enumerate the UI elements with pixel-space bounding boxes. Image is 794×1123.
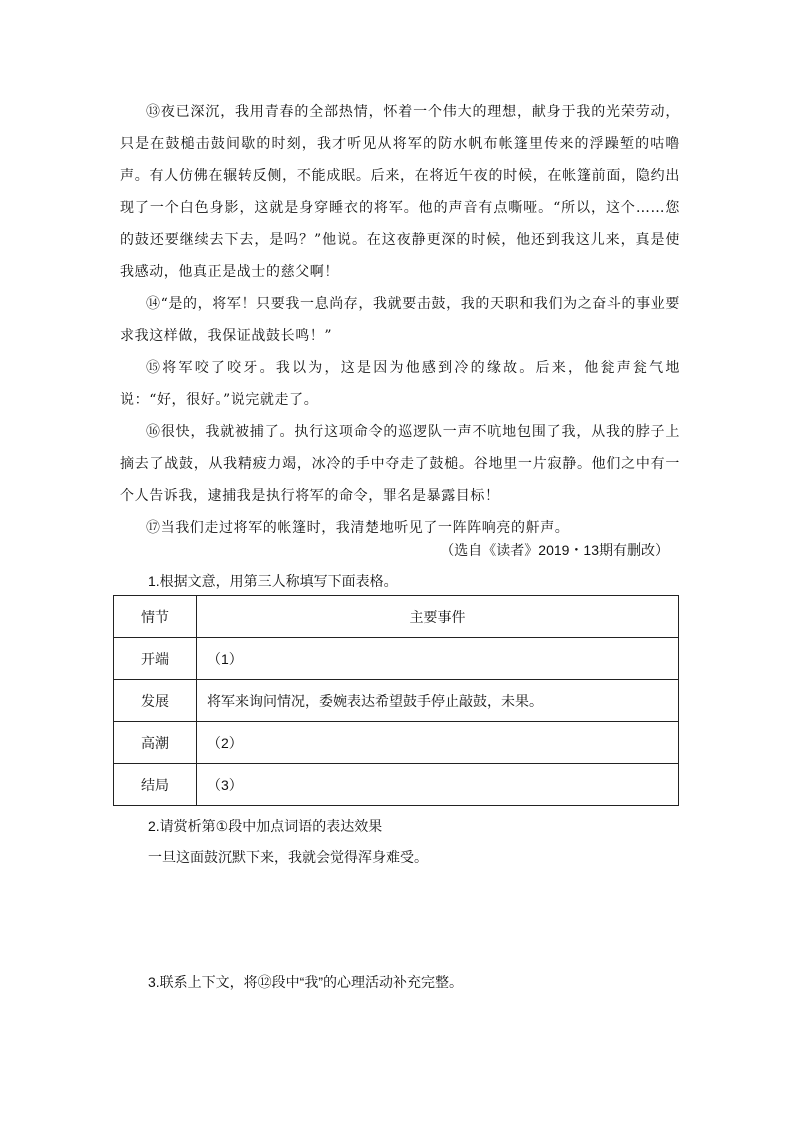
table-cell-stage: 高潮 — [114, 722, 197, 764]
paragraph-13: ⑬夜已深沉，我用青春的全部热情，怀着一个伟大的理想，献身于我的光荣劳动，只是在鼓槌击鼓间歇的时刻，我才听见从将军的防水帆布帐篷里传来的浮躁堑的咕噜声。有人仿佛在辗转反侧，不能成眠。后来，在将近午夜的时候，在帐篷前面，隐约出现了一个白色身影，这就是身穿睡衣的将军。他的声音有点嘶哑。“所以，这个……您的鼓还要继续去下去，是吗？”他说。在这夜静更深的时候，他还到我这儿来，真是使我感动，他真正是战士的慈父啊！ — [120, 104, 680, 280]
table-row — [114, 764, 679, 806]
table-row — [114, 722, 679, 764]
paragraph-14: ⑭“是的，将军！只要我一息尚存，我就要击鼓，我的天职和我们为之奋斗的事业要求我这样做，我保证战鼓长鸣！” — [120, 296, 680, 344]
table-cell-event: 将军来询问情况，委婉表达希望鼓手停止敲鼓，未果。 — [197, 680, 679, 722]
table-cell-stage: 发展 — [114, 680, 197, 722]
question-1: 1.根据文意，用第三人称填写下面表格。 — [148, 573, 398, 589]
source-citation: （选自《读者》2019・13期有删改） — [440, 542, 669, 558]
paragraph-15: ⑮将军咬了咬牙。我以为，这是因为他感到冷的缘故。后来，他瓮声瓮气地说：“好，很好。”说完就走了。 — [120, 360, 680, 408]
table-cell-stage: 开端 — [114, 638, 197, 680]
question-3: 3.联系上下文，将⑫段中“我”的心理活动补充完整。 — [148, 974, 463, 990]
table-row — [114, 680, 679, 722]
table-cell-event[interactable]: （3） — [197, 764, 679, 806]
plot-table — [113, 595, 679, 806]
table-header-cell: 主要事件 — [197, 596, 679, 638]
paragraph-17: ⑰当我们走过将军的帐篷时，我清楚地听见了一阵阵响亮的鼾声。 — [146, 520, 570, 536]
table-cell-event[interactable]: （2） — [197, 722, 679, 764]
table-header-cell: 情节 — [114, 596, 197, 638]
question-2: 2.请赏析第①段中加点词语的表达效果 — [148, 818, 383, 834]
table-cell-event[interactable]: （1） — [197, 638, 679, 680]
table-cell-stage: 结局 — [114, 764, 197, 806]
table-header-row — [114, 596, 679, 638]
paragraph-16: ⑯很快，我就被捕了。执行这项命令的巡逻队一声不吭地包围了我，从我的脖子上摘去了战鼓，从我精疲力竭，冰冷的手中夺走了鼓槌。谷地里一片寂静。他们之中有一个人告诉我，逮捕我是执行将军的命令，罪名是暴露目标！ — [120, 424, 680, 504]
table-row — [114, 638, 679, 680]
question-2-quoted-sentence: 一旦这面鼓沉默下来，我就会觉得浑身难受。 — [148, 849, 428, 865]
